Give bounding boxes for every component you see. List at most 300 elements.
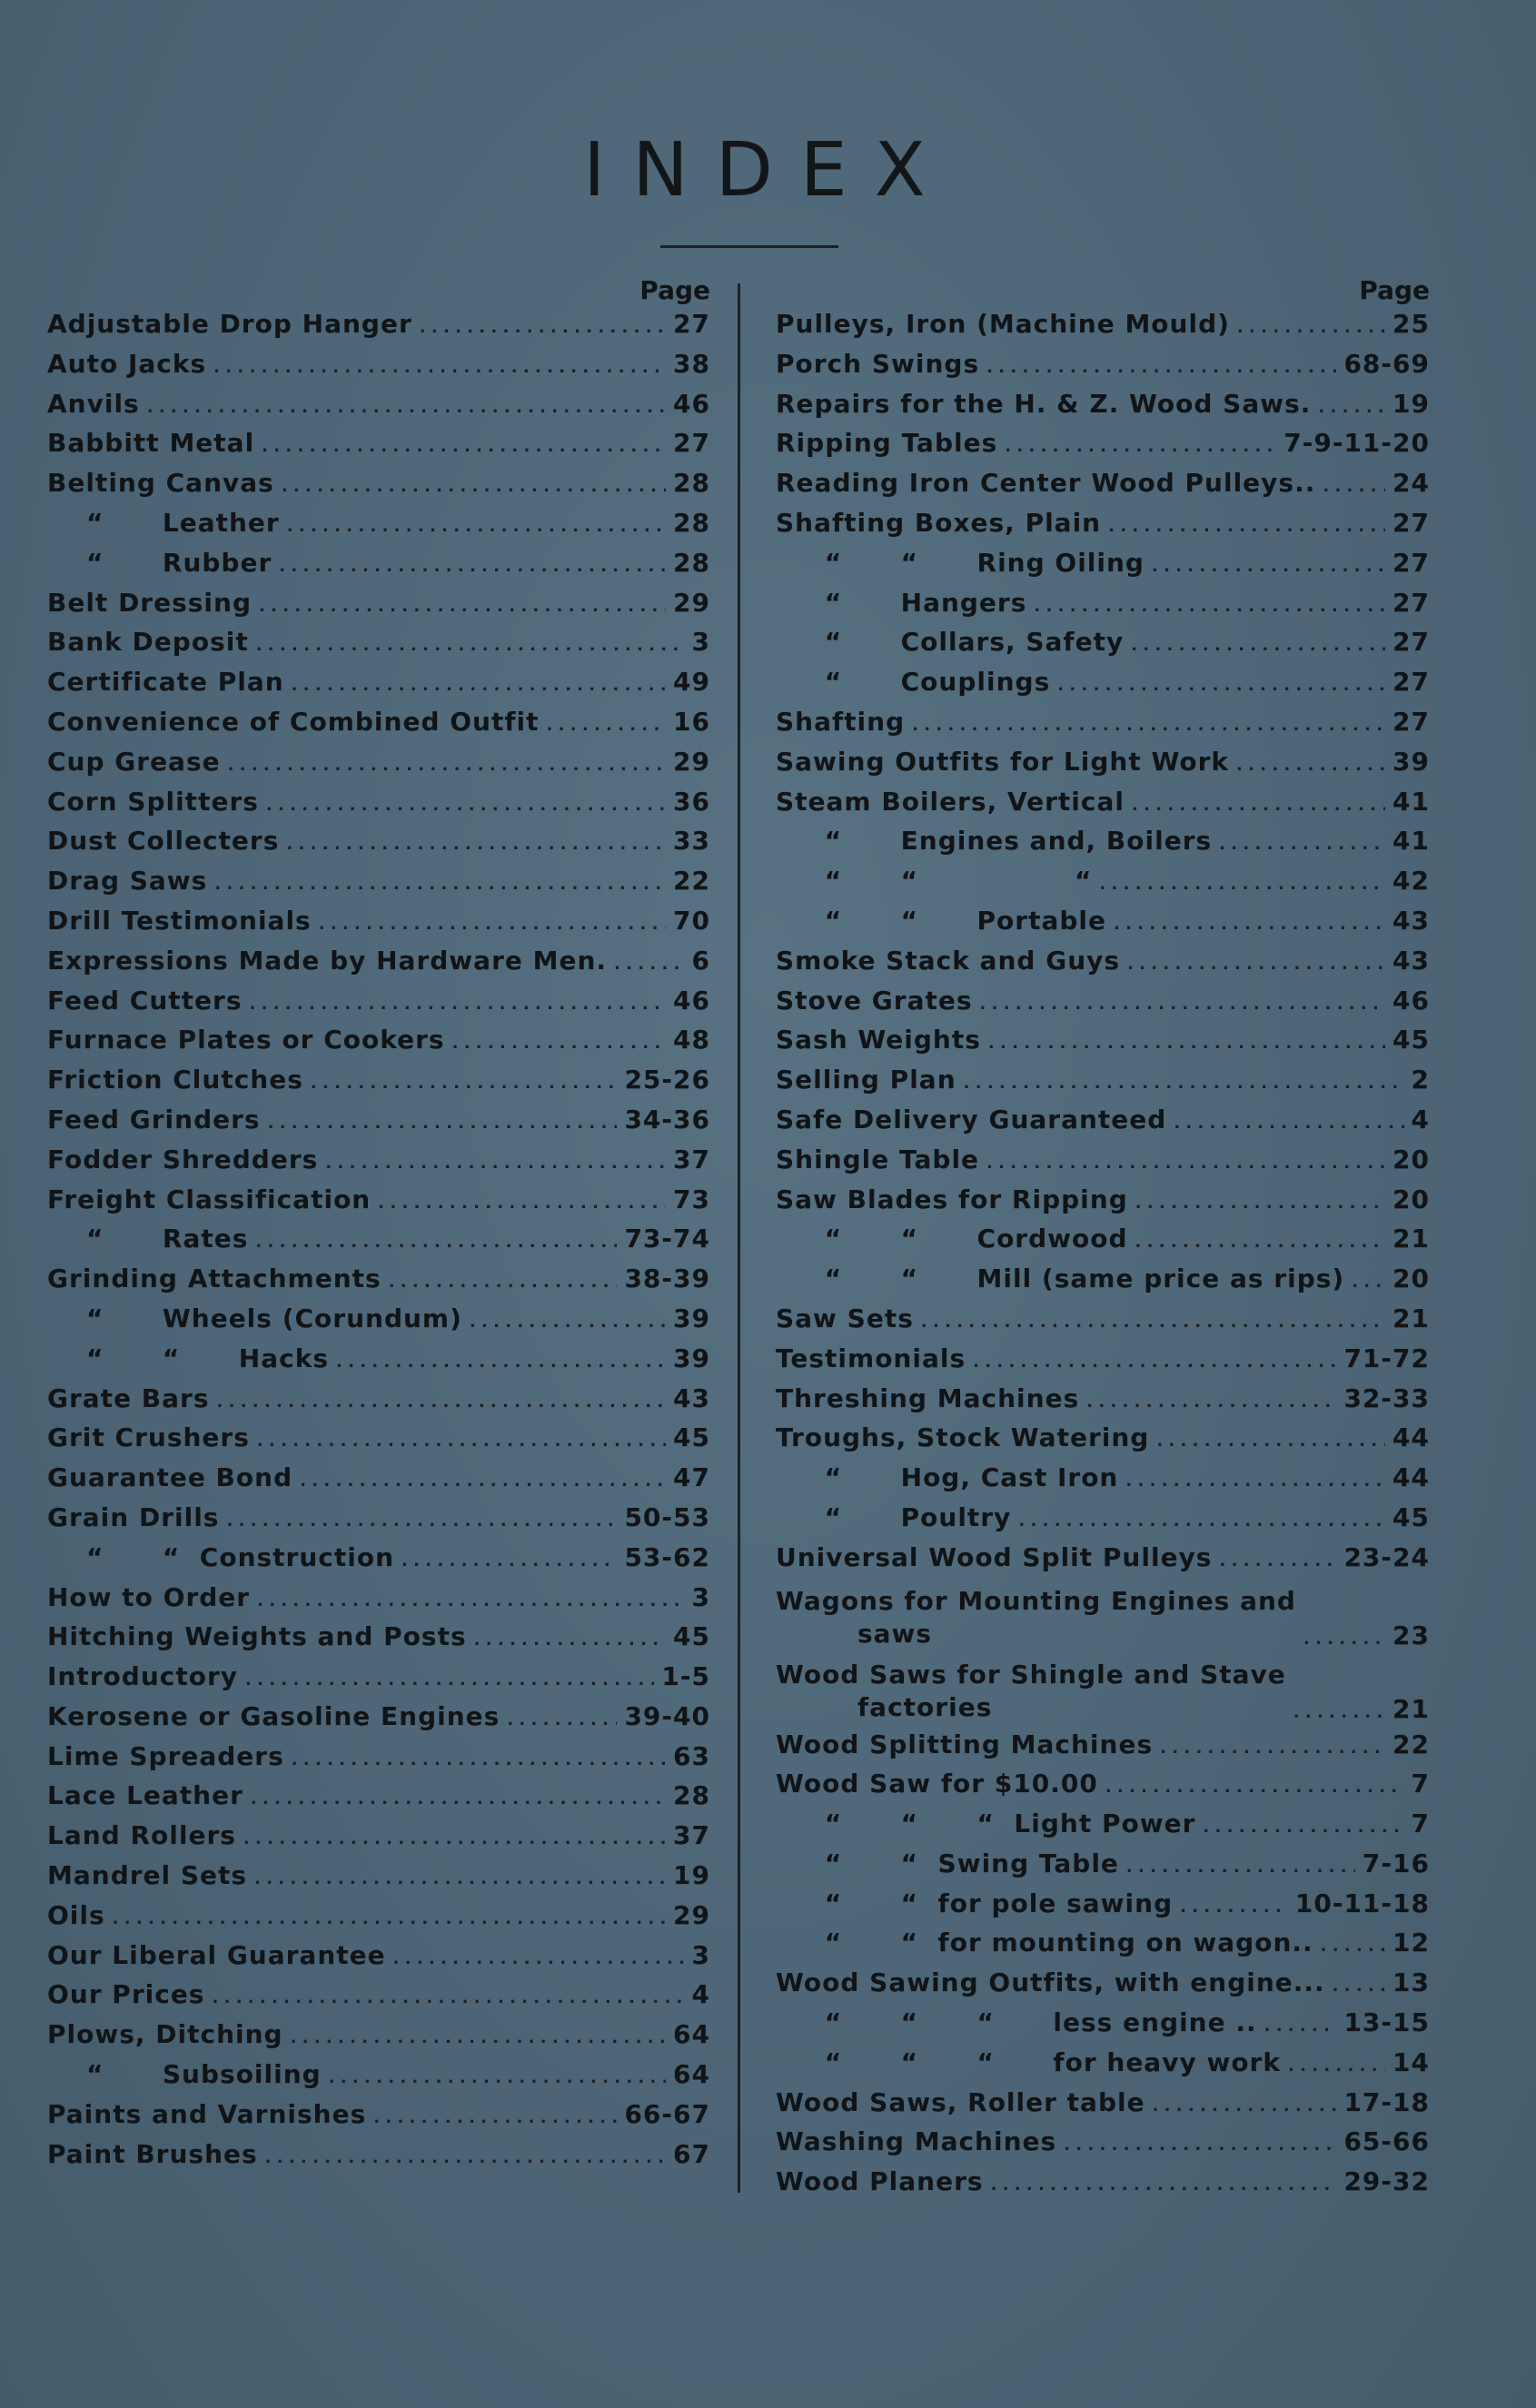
entry-label: Babbitt Metal: [47, 428, 255, 459]
dot-leader: [393, 1940, 685, 1970]
index-entry: [776, 2007, 1430, 2047]
entry-page-number: 29: [673, 1899, 710, 1930]
entry-page-number: 16: [673, 706, 710, 737]
dot-leader: [268, 1105, 618, 1135]
dot-leader: [420, 309, 666, 339]
index-entry: [776, 1502, 1430, 1542]
entry-label: “ Rubber: [47, 547, 273, 578]
dot-leader: [1219, 1542, 1336, 1572]
index-entry: [47, 1741, 710, 1781]
index-entry: [47, 2099, 710, 2139]
entry-page-number: 19: [1392, 388, 1430, 419]
dot-leader: [1126, 1848, 1355, 1878]
index-entry: [47, 2059, 710, 2099]
dot-leader: [1288, 2047, 1385, 2077]
entry-label: Shingle Table: [776, 1144, 980, 1174]
index-entry: [47, 1502, 710, 1542]
dot-leader: [286, 826, 666, 856]
entry-label: “ Collars, Safety: [776, 627, 1125, 658]
entry-label: Hitching Weights and Posts: [47, 1621, 467, 1652]
entry-label: Troughs, Stock Watering: [776, 1422, 1150, 1453]
dot-leader: [1034, 588, 1385, 618]
dot-leader: [1352, 1263, 1385, 1293]
entry-label: Furnace Plates or Cookers: [47, 1025, 445, 1055]
dot-leader: [474, 1621, 666, 1651]
index-entry: [47, 1542, 710, 1582]
entry-label: Adjustable Drop Hanger: [47, 309, 412, 339]
entry-page-number: 24: [1392, 468, 1430, 499]
index-entry: [776, 2087, 1430, 2127]
index-entry: [776, 588, 1430, 628]
dot-leader: [1152, 548, 1385, 578]
dot-leader: [1057, 667, 1385, 697]
entry-label: Washing Machines: [776, 2126, 1057, 2157]
entry-page-number: 28: [673, 1780, 710, 1811]
entry-label: “ “ Hacks: [47, 1343, 329, 1373]
index-entry: [47, 787, 710, 827]
dot-leader: [1005, 428, 1276, 458]
entry-page-number: 25: [1392, 309, 1430, 339]
index-entry: [776, 787, 1430, 827]
entry-label: Belt Dressing: [47, 587, 253, 618]
entry-page-number: 28: [673, 547, 710, 578]
entry-page-number: 65-66: [1343, 2126, 1430, 2157]
index-entry: [47, 1940, 710, 1980]
entry-page-number: 13-15: [1343, 2007, 1430, 2038]
entry-label: Bank Deposit: [47, 627, 249, 658]
index-entry: [776, 2126, 1430, 2166]
dot-leader: [389, 1263, 618, 1293]
entry-label: “ Poultry: [776, 1501, 1012, 1532]
entry-label: Friction Clutches: [47, 1065, 303, 1095]
index-entry: [47, 707, 710, 747]
index-entry: [776, 1582, 1430, 1656]
index-entry: [47, 1065, 710, 1105]
index-entry: [776, 707, 1430, 747]
entry-page-number: 27: [673, 309, 710, 339]
entry-page-number: 27: [1392, 507, 1430, 538]
index-entry: [47, 1025, 710, 1065]
index-entry: [47, 468, 710, 508]
dot-leader: [282, 468, 666, 498]
dot-leader: [213, 349, 666, 379]
entry-page-number: 27: [673, 428, 710, 459]
entry-page-number: 1-5: [661, 1661, 710, 1692]
entry-label: Sash Weights: [776, 1025, 981, 1055]
dot-leader: [243, 1820, 666, 1850]
dot-leader: [986, 349, 1336, 379]
index-entry: [47, 309, 710, 349]
dot-leader: [1321, 1927, 1385, 1957]
dot-leader: [1018, 1502, 1385, 1532]
index-entry: [47, 1303, 710, 1343]
dot-leader: [1160, 1729, 1385, 1759]
dot-leader: [287, 508, 666, 538]
entry-label: Selling Plan: [776, 1065, 956, 1095]
index-entry: [776, 508, 1430, 548]
entry-label: Lime Spreaders: [47, 1740, 284, 1771]
entry-page-number: 4: [691, 1979, 710, 2010]
entry-label: Mandrel Sets: [47, 1860, 248, 1891]
dot-leader: [1125, 1462, 1385, 1492]
entry-label: Grinding Attachments: [47, 1263, 382, 1294]
entry-label: “ “ “ for heavy work: [776, 2046, 1281, 2077]
index-entry: [47, 428, 710, 468]
index-entry: [776, 1303, 1430, 1343]
index-entry: [776, 1808, 1430, 1848]
entry-page-number: 29: [673, 587, 710, 618]
index-entry: [776, 866, 1430, 906]
dot-leader: [378, 1184, 666, 1214]
entry-page-number: 47: [673, 1462, 710, 1493]
dot-leader: [980, 986, 1386, 1016]
dot-leader: [1135, 1224, 1385, 1254]
left-column: [47, 273, 710, 2178]
entry-page-number: 45: [1392, 1025, 1430, 1055]
entry-page-number: 36: [673, 786, 710, 817]
entry-label: Drill Testimonials: [47, 905, 312, 936]
dot-leader: [249, 986, 666, 1016]
entry-label: Feed Grinders: [47, 1104, 261, 1135]
entry-page-number: 42: [1392, 866, 1430, 897]
entry-label: “ “ “: [776, 866, 1093, 897]
dot-leader: [964, 1065, 1404, 1095]
index-entry: [776, 1888, 1430, 1928]
dot-leader: [291, 2019, 666, 2049]
dot-leader: [1264, 2007, 1337, 2037]
dot-leader: [614, 946, 684, 976]
entry-page-number: 27: [1392, 706, 1430, 737]
entry-page-number: 21: [1392, 1303, 1430, 1333]
dot-leader: [336, 1343, 666, 1373]
index-entry: [776, 1422, 1430, 1462]
entry-label: How to Order: [47, 1581, 251, 1612]
dot-leader: [1180, 1888, 1288, 1918]
dot-leader: [254, 1860, 666, 1890]
entry-label-line1: Wood Saws for Shingle and Stave: [776, 1659, 1286, 1690]
entry-label: “ “ Cordwood: [776, 1224, 1128, 1254]
index-entry: [47, 1462, 710, 1502]
dot-leader: [1105, 1769, 1404, 1799]
entry-label: Porch Swings: [776, 348, 980, 379]
dot-leader: [1323, 468, 1385, 498]
entry-label: Repairs for the H. & Z. Wood Saws.: [776, 388, 1312, 419]
index-entry: [47, 866, 710, 906]
dot-leader: [214, 866, 666, 896]
entry-label: Wood Saws, Roller table: [776, 2086, 1145, 2117]
dot-leader: [1064, 2126, 1336, 2156]
index-entry: [776, 2047, 1430, 2087]
dot-leader: [292, 1741, 666, 1771]
entry-label: “ “ Portable: [776, 905, 1106, 936]
index-entry: [776, 1462, 1430, 1502]
entry-label: Wood Planers: [776, 2166, 984, 2197]
index-entry: [47, 1820, 710, 1860]
index-entry: [776, 548, 1430, 588]
entry-label: Sawing Outfits for Light Work: [776, 746, 1230, 777]
entry-page-number: 14: [1392, 2046, 1430, 2077]
index-entry: [47, 1621, 710, 1661]
entry-page-number: 41: [1392, 826, 1430, 857]
entry-page-number: 2: [1411, 1065, 1430, 1095]
entry-label: Smoke Stack and Guys: [776, 945, 1121, 976]
dot-leader: [1132, 787, 1385, 817]
dot-leader: [1099, 866, 1385, 896]
index-entry: [776, 1105, 1430, 1145]
entry-label: Belting Canvas: [47, 468, 274, 499]
dot-leader: [147, 389, 666, 419]
entry-label: Wood Sawing Outfits, with engine...: [776, 1967, 1325, 1998]
entry-page-number: 3: [691, 1939, 710, 1970]
dot-leader: [1114, 906, 1385, 936]
entry-page-number: 46: [673, 388, 710, 419]
entry-label: “ Couplings: [776, 667, 1051, 698]
entry-label: Fodder Shredders: [47, 1144, 319, 1174]
dot-leader: [401, 1542, 617, 1572]
dot-leader: [251, 1780, 666, 1810]
entry-page-number: 7-9-11-20: [1283, 428, 1430, 459]
index-entry: [776, 906, 1430, 946]
dot-leader: [973, 1343, 1336, 1373]
entry-label: Stove Grates: [776, 985, 973, 1016]
entry-page-number: 22: [1392, 1729, 1430, 1759]
entry-label: Our Liberal Guarantee: [47, 1939, 386, 1970]
index-entry: [47, 1900, 710, 1940]
title-rule: [660, 245, 838, 248]
index-entry: [47, 1780, 710, 1820]
entry-label: Drag Saws: [47, 866, 208, 897]
entry-label: “ “ “ Light Power: [776, 1808, 1196, 1839]
entry-page-number: 7-16: [1362, 1848, 1430, 1878]
index-entry: [776, 1343, 1430, 1383]
index-entry: [47, 1582, 710, 1622]
dot-leader: [262, 428, 666, 458]
index-entry: [776, 309, 1430, 349]
dot-leader: [1127, 946, 1385, 976]
dot-leader: [1156, 1422, 1385, 1452]
index-entry: [47, 349, 710, 389]
dot-leader: [547, 707, 667, 737]
dot-leader: [256, 627, 685, 657]
entry-label: Freight Classification: [47, 1184, 372, 1214]
entry-page-number: 43: [673, 1382, 710, 1413]
entry-page-number: 43: [1392, 945, 1430, 976]
entry-label: Grate Bars: [47, 1382, 210, 1413]
entry-label: Safe Delivery Guaranteed: [776, 1104, 1167, 1135]
index-entry: [776, 2166, 1430, 2206]
entry-page-number: 20: [1392, 1263, 1430, 1294]
index-entry: [47, 1383, 710, 1423]
entry-label: “ Leather: [47, 507, 280, 538]
entry-label: Grain Drills: [47, 1501, 220, 1532]
entry-label: Land Rollers: [47, 1820, 236, 1851]
dot-leader: [921, 1303, 1385, 1333]
entry-page-number: 39-40: [624, 1700, 710, 1731]
index-entry: [776, 428, 1430, 468]
entry-page-number: 53-62: [624, 1541, 710, 1572]
entry-page-number: 73: [673, 1184, 710, 1214]
index-entry: [776, 349, 1430, 389]
entry-label: Saw Blades for Ripping: [776, 1184, 1128, 1214]
entry-label: Oils: [47, 1899, 105, 1930]
entry-label: Anvils: [47, 388, 140, 419]
entry-page-number: 67: [673, 2138, 710, 2169]
entry-page-number: 45: [673, 1621, 710, 1652]
dot-leader: [1135, 1184, 1385, 1214]
entry-label: “ Engines and, Boilers: [776, 826, 1213, 857]
dot-leader: [1153, 2087, 1337, 2117]
entry-page-number: 44: [1392, 1422, 1430, 1453]
entry-label: Paint Brushes: [47, 2138, 258, 2169]
entry-label: “ “ Swing Table: [776, 1848, 1119, 1878]
index-entry: [47, 1422, 710, 1462]
entry-label-line1: Wagons for Mounting Engines and: [776, 1585, 1296, 1616]
entry-page-number: 39: [673, 1343, 710, 1373]
entry-label: “ “ Ring Oiling: [776, 547, 1145, 578]
entry-page-number: 48: [673, 1025, 710, 1055]
dot-leader: [912, 707, 1385, 737]
index-entry: [47, 1224, 710, 1263]
index-entry: [776, 1383, 1430, 1423]
column-divider: [738, 283, 740, 2193]
index-entry: [47, 826, 710, 866]
index-entry: [776, 1145, 1430, 1184]
dot-leader: [1219, 826, 1385, 856]
entry-label: [776, 1659, 1286, 1724]
index-entry: [47, 2019, 710, 2059]
dot-leader: [1318, 389, 1385, 419]
dot-leader: [311, 1065, 618, 1095]
entry-label: Feed Cutters: [47, 985, 243, 1016]
dot-leader: [265, 2139, 666, 2169]
entry-page-number: 3: [691, 1581, 710, 1612]
index-entry: [47, 1860, 710, 1900]
entry-label: Testimonials: [776, 1343, 966, 1373]
entry-page-number: 17-18: [1343, 2086, 1430, 2117]
entry-page-number: 13: [1392, 1967, 1430, 1998]
dot-leader: [325, 1145, 666, 1174]
entry-label: Expressions Made by Hardware Men.: [47, 945, 608, 976]
dot-leader: [1303, 1620, 1385, 1650]
entry-label: Lace Leather: [47, 1780, 243, 1811]
dot-leader: [292, 667, 666, 697]
dot-leader: [1174, 1105, 1403, 1135]
entry-page-number: 23: [1392, 1620, 1430, 1650]
entry-label: [776, 1585, 1296, 1650]
index-entry: [776, 1263, 1430, 1303]
index-entry: [47, 1184, 710, 1224]
left-entries: [47, 309, 710, 2178]
entry-page-number: 34-36: [624, 1104, 710, 1135]
dot-leader: [319, 906, 666, 936]
entry-label: Dust Collecters: [47, 826, 280, 857]
entry-label: Guarantee Bond: [47, 1462, 293, 1493]
entry-label: Wood Splitting Machines: [776, 1729, 1154, 1759]
entry-page-number: 22: [673, 866, 710, 897]
left-page-header: Page: [639, 275, 710, 305]
index-entry: [47, 508, 710, 548]
entry-page-number: 21: [1392, 1693, 1430, 1724]
index-entry: [776, 1769, 1430, 1808]
dot-leader: [1333, 1967, 1385, 1997]
entry-label: “ “ Construction: [47, 1541, 395, 1572]
dot-leader: [228, 747, 666, 777]
index-entry: [47, 1105, 710, 1145]
dot-leader: [988, 1025, 1385, 1055]
entry-label: Reading Iron Center Wood Pulleys..: [776, 468, 1316, 499]
index-entry: [47, 548, 710, 588]
index-entry: [47, 986, 710, 1026]
index-entry: [47, 747, 710, 787]
index-entry: [776, 389, 1430, 429]
entry-label: Steam Boilers, Vertical: [776, 786, 1125, 817]
dot-leader: [329, 2059, 666, 2089]
entry-page-number: 6: [691, 945, 710, 976]
entry-page-number: 32-33: [1343, 1382, 1430, 1413]
entry-page-number: 45: [1392, 1501, 1430, 1532]
entry-page-number: 4: [1411, 1104, 1430, 1135]
index-entry: [776, 1025, 1430, 1065]
dot-leader: [1236, 747, 1385, 777]
index-entry: [776, 826, 1430, 866]
entry-page-number: 12: [1392, 1927, 1430, 1958]
entry-label-line2: saws: [857, 1618, 933, 1649]
entry-page-number: 66-67: [624, 2098, 710, 2129]
entry-page-number: 41: [1392, 786, 1430, 817]
index-entry: [776, 667, 1430, 707]
entry-label: Shafting Boxes, Plain: [776, 507, 1102, 538]
index-entry: [776, 1065, 1430, 1105]
entry-page-number: 50-53: [624, 1501, 710, 1532]
dot-leader: [452, 1025, 666, 1055]
entry-label: “ “ “ less engine ..: [776, 2007, 1257, 2038]
entry-page-number: 70: [673, 905, 710, 936]
index-entry: [47, 1263, 710, 1303]
entry-page-number: 28: [673, 468, 710, 499]
entry-label: Convenience of Combined Outfit: [47, 706, 540, 737]
dot-leader: [1203, 1808, 1403, 1838]
entry-page-number: 39: [1392, 746, 1430, 777]
entry-page-number: 38: [673, 348, 710, 379]
entry-label: Saw Sets: [776, 1303, 914, 1333]
entry-page-number: 19: [673, 1860, 710, 1891]
dot-leader: [1293, 1694, 1385, 1724]
index-entry: [776, 946, 1430, 986]
entry-page-number: 37: [673, 1144, 710, 1174]
dot-leader: [1237, 309, 1385, 339]
entry-label: “ Subsoiling: [47, 2059, 322, 2090]
entry-label: Plows, Ditching: [47, 2019, 283, 2050]
entry-page-number: 73-74: [624, 1224, 710, 1254]
entry-label: Auto Jacks: [47, 348, 207, 379]
index-entry: [47, 1343, 710, 1383]
dot-leader: [1108, 508, 1385, 538]
entry-label: “ Hangers: [776, 587, 1027, 618]
dot-leader: [279, 548, 666, 578]
entry-page-number: 43: [1392, 905, 1430, 936]
entry-page-number: 46: [1392, 985, 1430, 1016]
entry-page-number: 33: [673, 826, 710, 857]
dot-leader: [266, 787, 666, 817]
entry-page-number: 64: [673, 2019, 710, 2050]
entry-label: Kerosene or Gasoline Engines: [47, 1700, 500, 1731]
entry-label: Universal Wood Split Pulleys: [776, 1541, 1213, 1572]
entry-page-number: 27: [1392, 627, 1430, 658]
dot-leader: [257, 1422, 666, 1452]
entry-label: Paints and Varnishes: [47, 2098, 367, 2129]
entry-page-number: 63: [673, 1740, 710, 1771]
entry-label: Pulleys, Iron (Machine Mould): [776, 309, 1230, 339]
